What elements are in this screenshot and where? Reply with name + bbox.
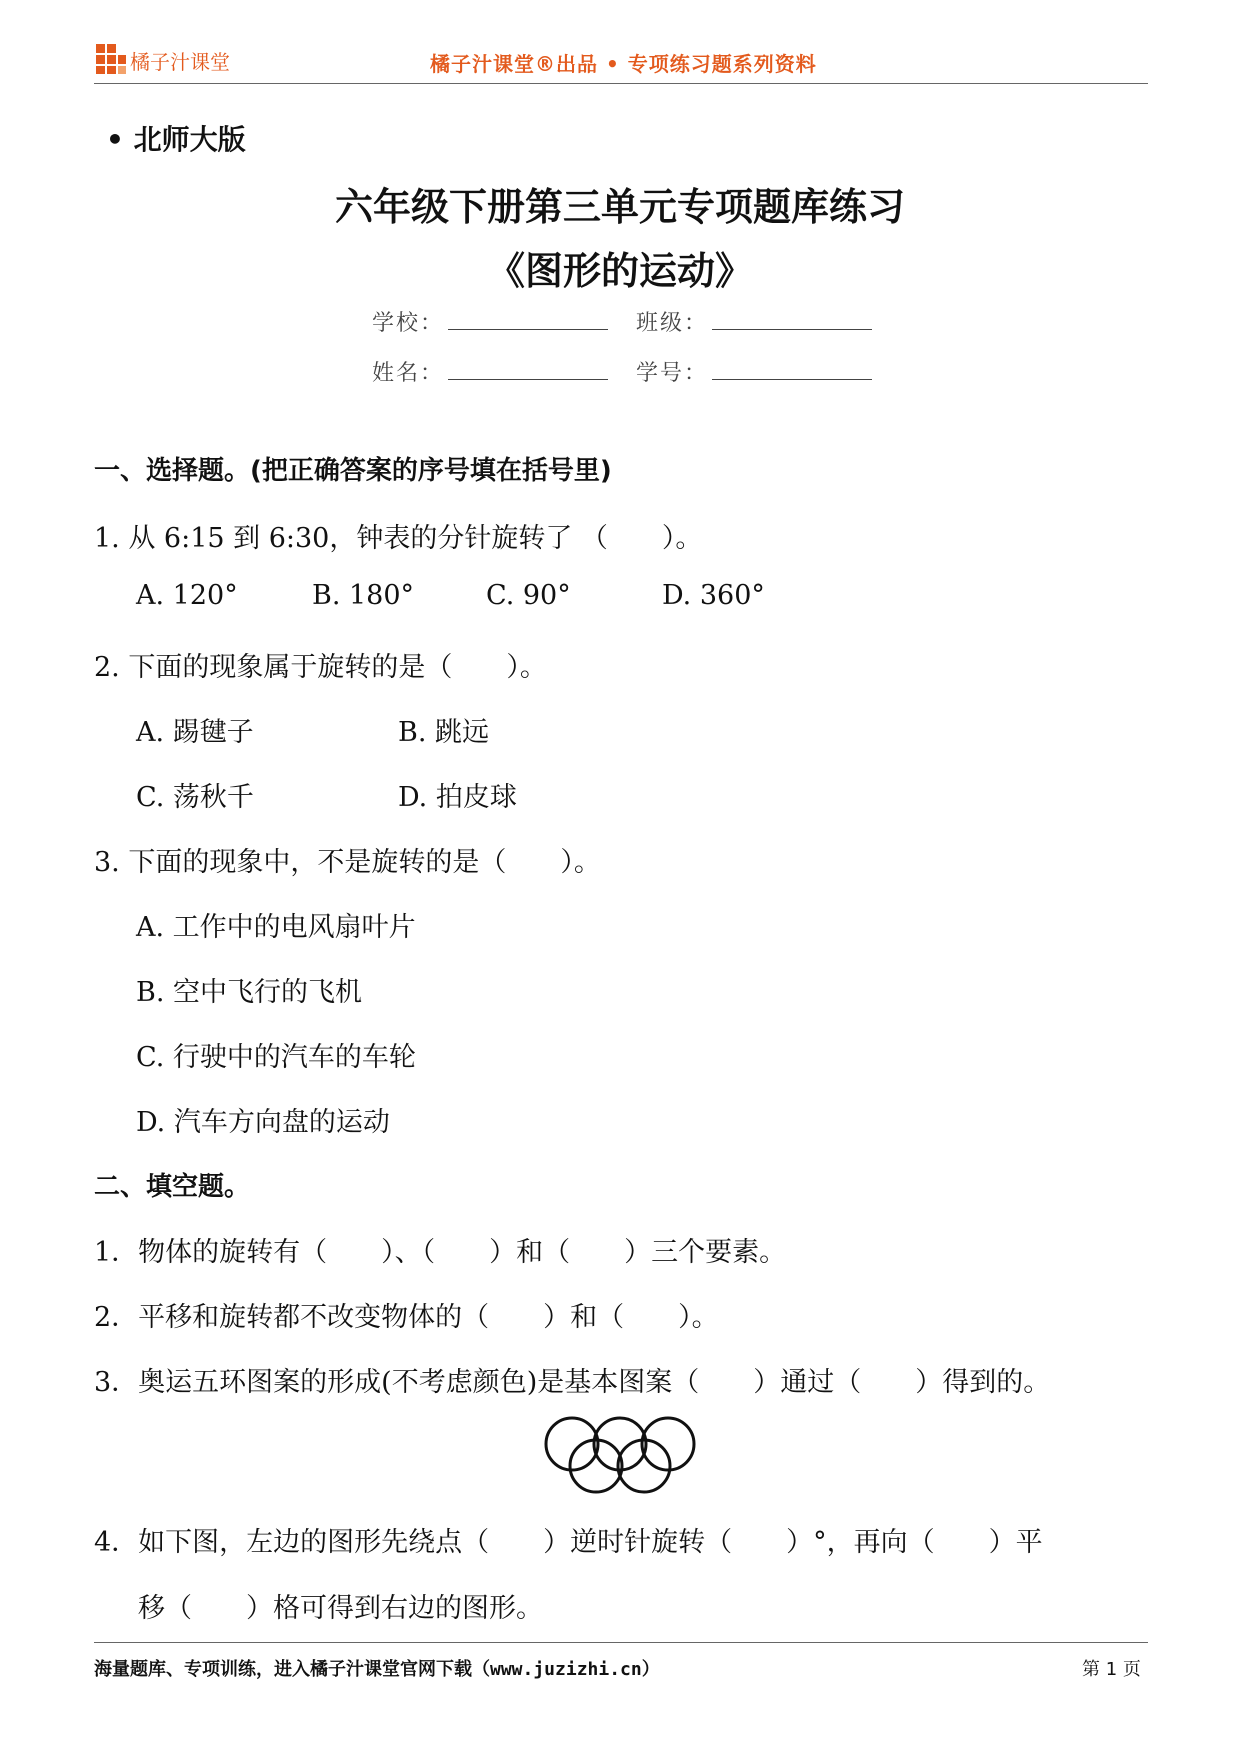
question-1-3: 3. 下面的现象中，不是旋转的是（ ）。 (94, 847, 601, 878)
option-1-2-d: D. 拍皮球 (398, 782, 517, 813)
question-1-1: 1. 从 6:15 到 6:30，钟表的分针旋转了 （ ）。 (94, 523, 703, 554)
option-1-1-d: D. 360° (662, 580, 765, 611)
option-1-3-c: C. 行驶中的汽车的车轮 (136, 1042, 416, 1073)
footer-text: 海量题库、专项训练，进入橘子汁课堂官网下载（www.juzizhi.cn） (94, 1659, 660, 1680)
page-subtitle: 《图形的运动》 (486, 249, 753, 293)
option-1-3-d: D. 汽车方向盘的运动 (136, 1107, 390, 1138)
question-2-1: 1．物体的旋转有（ ）、（ ）和（ ）三个要素。 (94, 1237, 787, 1268)
option-1-3-a: A. 工作中的电风扇叶片 (136, 912, 416, 943)
footer-divider (94, 1642, 1148, 1643)
logo-icon (96, 44, 126, 74)
school-blank[interactable] (448, 311, 608, 330)
option-1-1-c: C. 90° (486, 580, 571, 611)
page-number: 第 1 页 (1082, 1659, 1141, 1680)
edition-label: • 北师大版 (106, 123, 246, 156)
option-1-2-b: B. 跳远 (398, 717, 490, 748)
section-heading-choice: 一、选择题。(把正确答案的序号填在括号里) (94, 456, 612, 486)
class-field (636, 306, 872, 337)
school-label: 学校： (372, 311, 445, 336)
name-label: 姓名： (372, 361, 445, 386)
page-title: 六年级下册第三单元专项题库练习 (334, 185, 905, 229)
school-field (372, 306, 608, 337)
option-1-3-b: B. 空中飞行的飞机 (136, 977, 363, 1008)
question-2-3: 3．奥运五环图案的形成(不考虑颜色)是基本图案（ ）通过（ ）得到的。 (94, 1367, 1051, 1398)
option-1-2-a: A. 踢毽子 (136, 717, 254, 748)
name-blank[interactable] (448, 361, 608, 380)
olympic-rings-figure (540, 1414, 700, 1494)
question-2-4: 4．如下图，左边的图形先绕点（ ）逆时针旋转（ ）°，再向（ ）平 (94, 1527, 1043, 1558)
student-no-label: 学号： (636, 361, 709, 386)
option-1-1-b: B. 180° (312, 580, 415, 611)
name-field (372, 356, 608, 387)
student-no-field (636, 356, 872, 387)
header-title: 橘子汁课堂®出品 • 专项练习题系列资料 (430, 52, 817, 76)
student-no-blank[interactable] (712, 361, 872, 380)
question-2-4-cont: 移（ ）格可得到右边的图形。 (138, 1593, 543, 1624)
question-2-2: 2．平移和旋转都不改变物体的（ ）和（ ）。 (94, 1302, 719, 1333)
question-1-2: 2. 下面的现象属于旋转的是（ ）。 (94, 652, 547, 683)
section-heading-fill-blank: 二、填空题。 (94, 1172, 251, 1202)
option-1-2-c: C. 荡秋千 (136, 782, 254, 813)
option-1-1-a: A. 120° (136, 580, 238, 611)
class-label: 班级： (636, 311, 709, 336)
header-divider (94, 83, 1148, 84)
logo-text: 橘子汁课堂 (130, 50, 230, 74)
class-blank[interactable] (712, 311, 872, 330)
